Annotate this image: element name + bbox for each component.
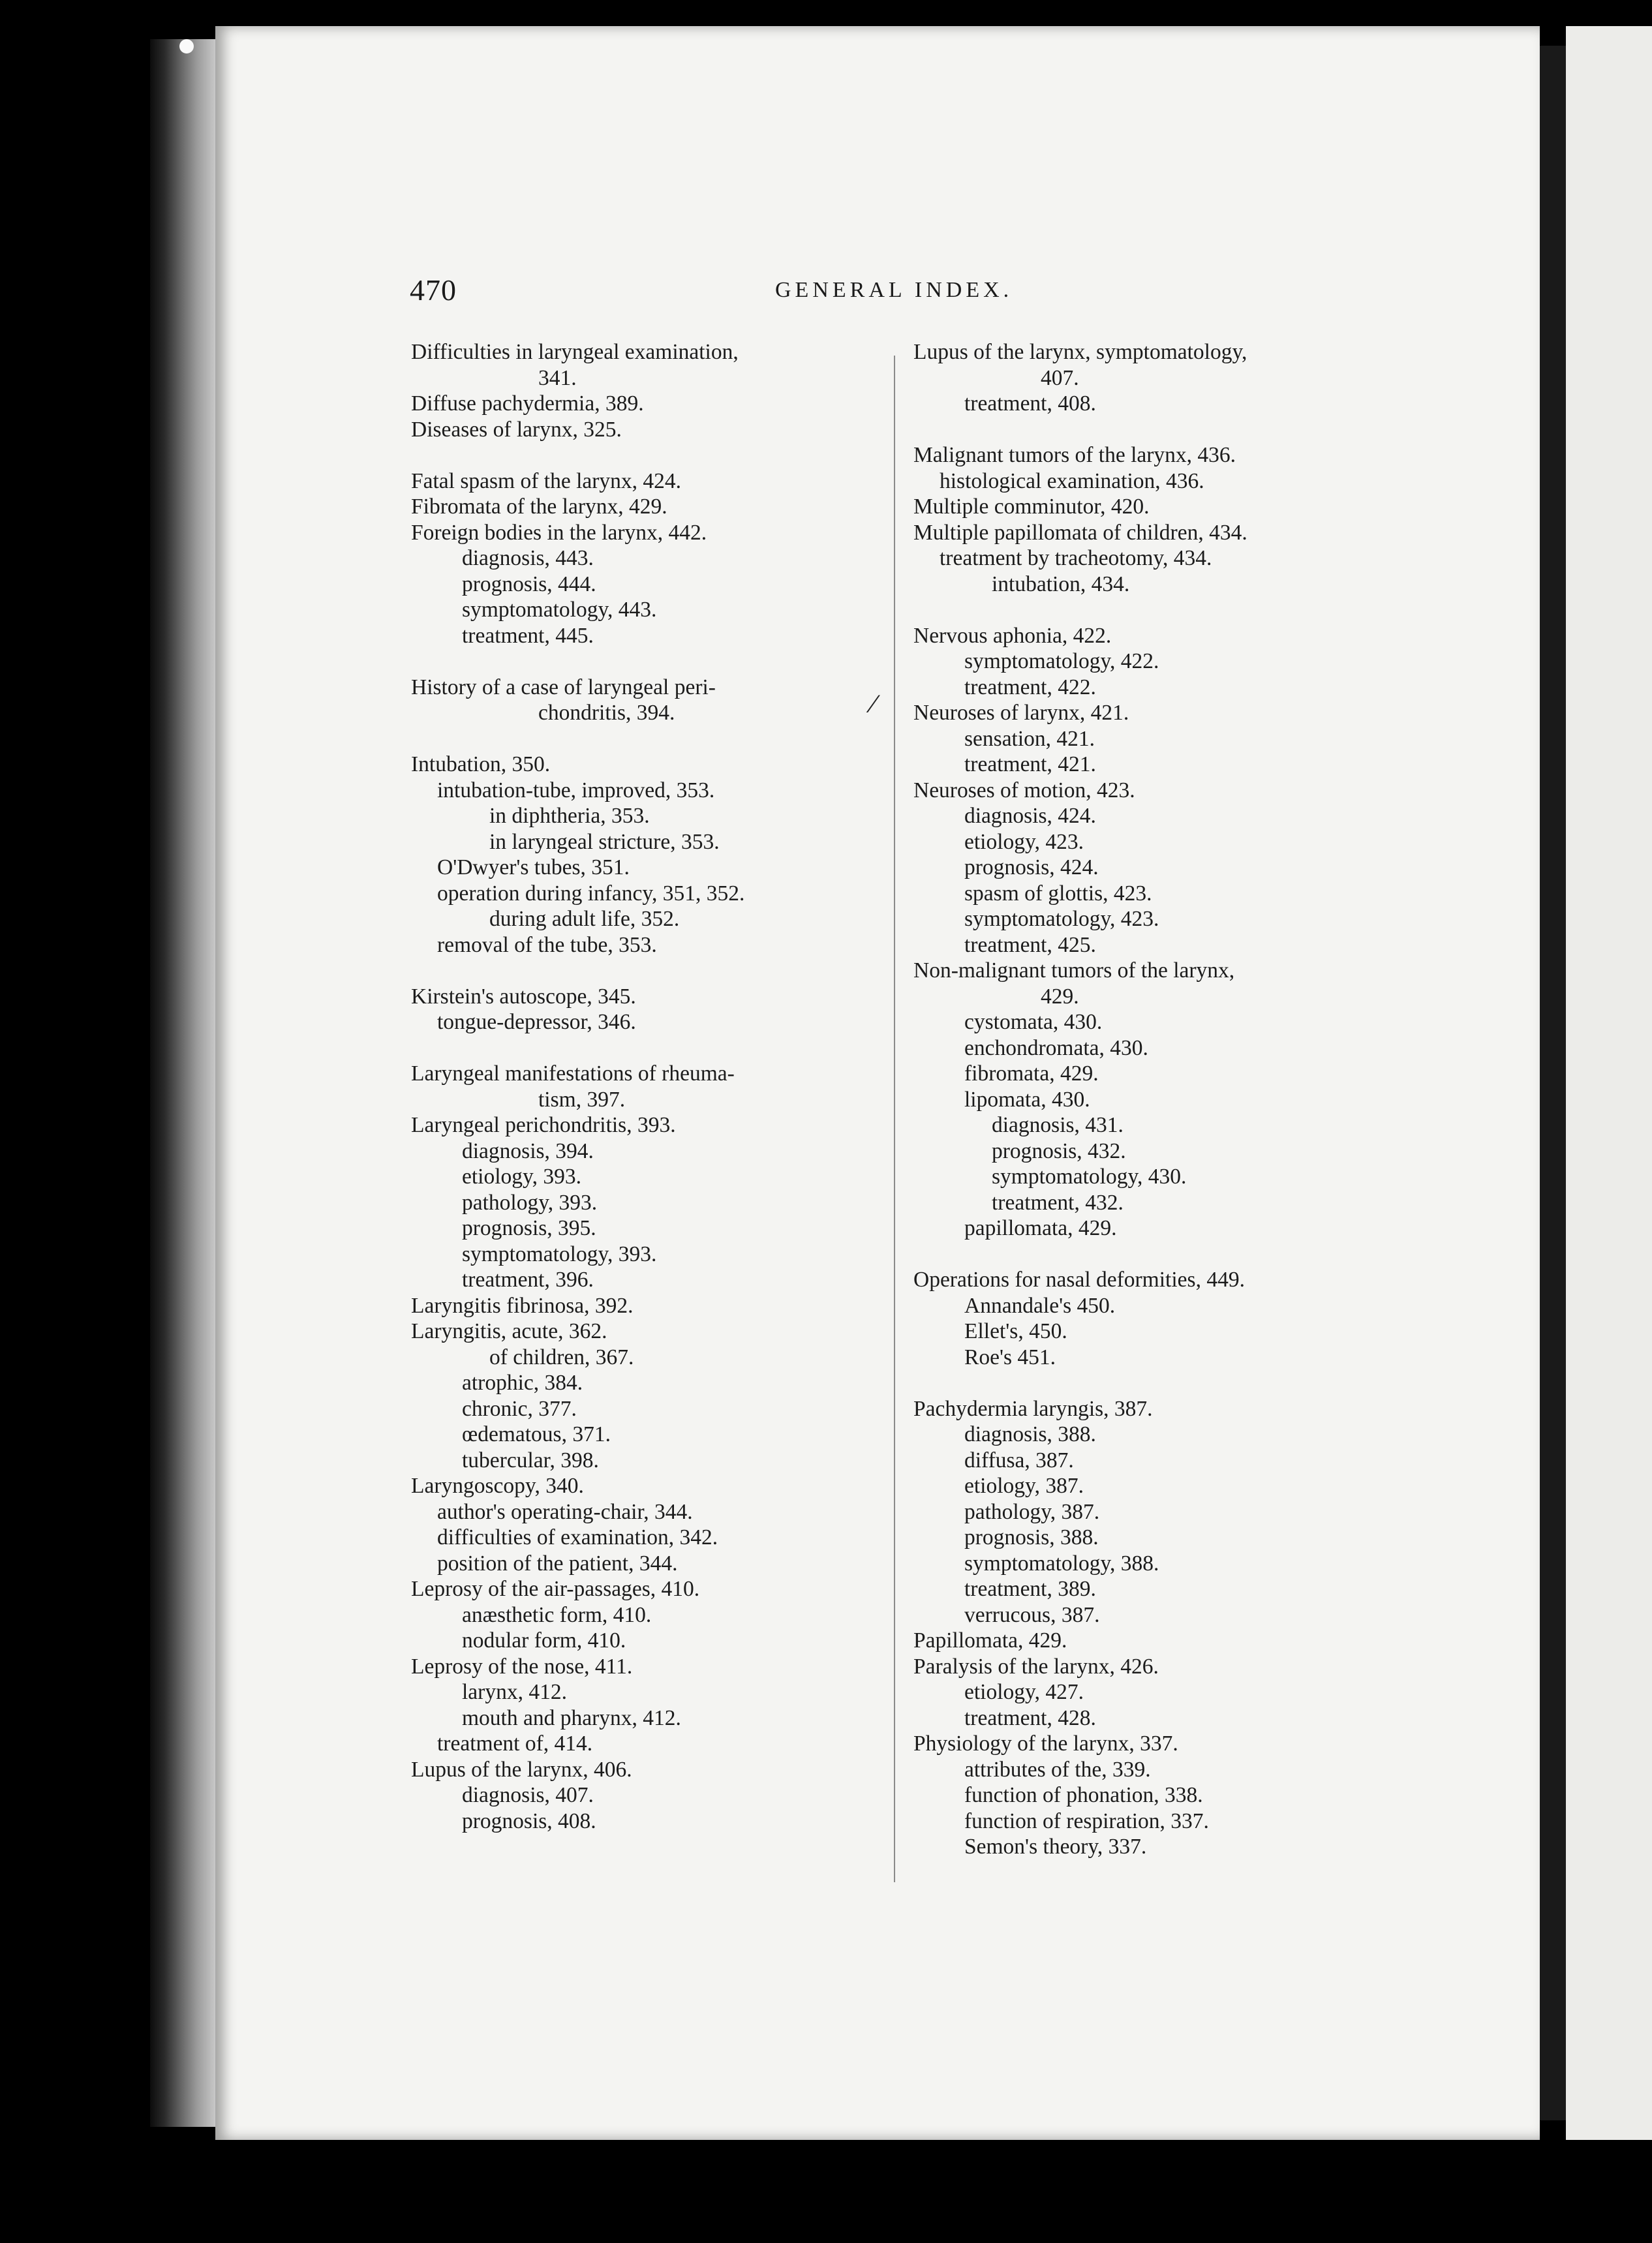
index-subentry: spasm of glottis, 423.: [964, 881, 1152, 906]
index-entry: Non-malignant tumors of the larynx,: [913, 958, 1235, 983]
index-subentry: symptomatology, 443.: [462, 598, 657, 622]
index-entry: Multiple papillomata of children, 434.: [913, 520, 1247, 545]
index-subentry: nodular form, 410.: [462, 1628, 626, 1653]
index-subentry: treatment, 422.: [964, 675, 1096, 699]
index-subentry: prognosis, 424.: [964, 855, 1099, 879]
index-subentry: histological examination, 436.: [940, 468, 1204, 493]
index-entry: Diffuse pachydermia, 389.: [411, 391, 644, 416]
index-subentry: difficulties of examination, 342.: [437, 1525, 718, 1549]
index-subentry: treatment, 432.: [992, 1190, 1124, 1215]
index-entry: Leprosy of the nose, 411.: [411, 1654, 633, 1679]
index-subentry: symptomatology, 388.: [964, 1551, 1159, 1576]
index-subentry: etiology, 423.: [964, 829, 1084, 854]
index-spacer: [913, 417, 1396, 443]
index-spacer: [913, 1370, 1396, 1396]
margin-annotation-mark: ⁄: [871, 689, 876, 718]
index-subentry: diagnosis, 388.: [964, 1422, 1096, 1446]
index-subentry: author's operating-chair, 344.: [437, 1499, 693, 1524]
index-subentry: of children, 367.: [489, 1345, 634, 1369]
index-subentry: O'Dwyer's tubes, 351.: [437, 855, 630, 879]
index-entry: Laryngeal manifestations of rheuma-: [411, 1061, 735, 1086]
index-subentry: verrucous, 387.: [964, 1602, 1100, 1627]
index-entry: Fibromata of the larynx, 429.: [411, 495, 667, 519]
index-entry: Pachydermia laryngis, 387.: [913, 1396, 1153, 1421]
index-subentry: function of respiration, 337.: [964, 1808, 1209, 1833]
index-subentry: prognosis, 432.: [992, 1138, 1126, 1163]
index-subentry: attributes of the, 339.: [964, 1757, 1151, 1782]
index-subentry: diffusa, 387.: [964, 1448, 1074, 1472]
index-subentry: papillomata, 429.: [964, 1216, 1117, 1240]
index-subentry: tism, 397.: [538, 1087, 626, 1112]
index-entry: Papillomata, 429.: [913, 1628, 1067, 1653]
index-subentry: intubation, 434.: [992, 572, 1130, 596]
index-entry: Malignant tumors of the larynx, 436.: [913, 443, 1236, 467]
index-entry: Diseases of larynx, 325.: [411, 417, 622, 442]
index-subentry: enchondromata, 430.: [964, 1035, 1148, 1060]
index-spacer: [411, 726, 894, 752]
index-subentry: treatment, 389.: [964, 1577, 1096, 1601]
index-subentry: mouth and pharynx, 412.: [462, 1705, 681, 1730]
index-subentry: diagnosis, 407.: [462, 1783, 594, 1807]
index-subentry: in laryngeal stricture, 353.: [489, 829, 720, 854]
index-entry: Lupus of the larynx, symptomatology,: [913, 340, 1247, 364]
index-subentry: prognosis, 388.: [964, 1525, 1099, 1549]
index-entry: Fatal spasm of the larynx, 424.: [411, 468, 682, 493]
column-divider: [894, 356, 895, 1882]
index-entry: Intubation, 350.: [411, 752, 551, 776]
index-subentry: etiology, 393.: [462, 1165, 581, 1189]
index-entry: Laryngitis fibrinosa, 392.: [411, 1293, 634, 1318]
index-subentry: fibromata, 429.: [964, 1061, 1099, 1086]
index-subentry: etiology, 427.: [964, 1680, 1084, 1704]
index-subentry: diagnosis, 394.: [462, 1138, 594, 1163]
index-subentry: treatment, 445.: [462, 623, 594, 648]
index-spacer: [913, 1242, 1396, 1268]
index-subentry: treatment, 428.: [964, 1705, 1096, 1730]
index-subentry: sensation, 421.: [964, 726, 1095, 751]
index-spacer: [411, 442, 894, 468]
index-subentry: Semon's theory, 337.: [964, 1835, 1147, 1859]
index-entry: Neuroses of larynx, 421.: [913, 701, 1129, 725]
index-subentry: removal of the tube, 353.: [437, 932, 657, 957]
index-subentry: pathology, 393.: [462, 1190, 598, 1215]
index-subentry: treatment, 408.: [964, 391, 1096, 416]
index-subentry: symptomatology, 423.: [964, 907, 1159, 931]
index-subentry: chronic, 377.: [462, 1396, 577, 1421]
index-entry: Neuroses of motion, 423.: [913, 778, 1135, 802]
index-subentry: tubercular, 398.: [462, 1448, 599, 1472]
index-subentry: etiology, 387.: [964, 1474, 1084, 1498]
index-entry: Laryngoscopy, 340.: [411, 1474, 584, 1498]
index-subentry: cystomata, 430.: [964, 1010, 1103, 1034]
index-subentry: anæsthetic form, 410.: [462, 1602, 652, 1627]
book-page-edge: [150, 39, 222, 2127]
index-subentry: symptomatology, 430.: [992, 1165, 1187, 1189]
facing-page-edge: [1566, 26, 1652, 2140]
index-entry: Multiple comminutor, 420.: [913, 495, 1150, 519]
index-subentry: 429.: [1041, 984, 1079, 1009]
index-entry: Leprosy of the air-passages, 410.: [411, 1577, 700, 1601]
index-subentry: chondritis, 394.: [538, 701, 675, 725]
index-subentry: operation during infancy, 351, 352.: [437, 881, 745, 906]
index-subentry: atrophic, 384.: [462, 1371, 583, 1395]
index-entry: Nervous aphonia, 422.: [913, 623, 1112, 648]
index-subentry: treatment, 421.: [964, 752, 1096, 776]
index-subentry: function of phonation, 338.: [964, 1783, 1203, 1807]
scan-mark: [179, 39, 194, 53]
index-entry: Operations for nasal deformities, 449.: [913, 1268, 1245, 1292]
index-subentry: œdematous, 371.: [462, 1422, 611, 1446]
index-subentry: intubation-tube, improved, 353.: [437, 778, 715, 802]
index-subentry: pathology, 387.: [964, 1499, 1100, 1524]
index-subentry: position of the patient, 344.: [437, 1551, 678, 1576]
index-subentry: diagnosis, 424.: [964, 804, 1096, 828]
index-subentry: Roe's 451.: [964, 1345, 1056, 1369]
index-subentry: prognosis, 395.: [462, 1216, 596, 1240]
index-subentry: treatment, 425.: [964, 932, 1096, 957]
index-spacer: [411, 958, 894, 984]
index-subentry: treatment by tracheotomy, 434.: [940, 546, 1212, 570]
index-subentry: diagnosis, 443.: [462, 546, 594, 570]
index-subentry: prognosis, 444.: [462, 572, 596, 596]
page-number: 470: [410, 273, 457, 307]
index-subentry: diagnosis, 431.: [992, 1113, 1124, 1137]
index-entry: Paralysis of the larynx, 426.: [913, 1654, 1159, 1679]
index-entry: Difficulties in laryngeal examination,: [411, 340, 739, 364]
page-header: [410, 273, 1388, 312]
index-subentry: treatment of, 414.: [437, 1732, 593, 1756]
index-entry: Kirstein's autoscope, 345.: [411, 984, 636, 1009]
book-gutter: [1540, 46, 1566, 2120]
index-entry: History of a case of laryngeal peri-: [411, 675, 716, 699]
index-subentry: symptomatology, 422.: [964, 649, 1159, 673]
index-entry: Physiology of the larynx, 337.: [913, 1732, 1178, 1756]
index-column-left: [411, 339, 894, 1834]
index-subentry: prognosis, 408.: [462, 1808, 596, 1833]
running-head: GENERAL INDEX.: [775, 278, 1013, 302]
index-subentry: tongue-depressor, 346.: [437, 1010, 636, 1034]
index-subentry: symptomatology, 393.: [462, 1242, 657, 1266]
index-spacer: [913, 597, 1396, 623]
index-subentry: Ellet's, 450.: [964, 1319, 1067, 1343]
index-spacer: [411, 648, 894, 675]
index-subentry: 407.: [1041, 365, 1079, 390]
index-subentry: 341.: [538, 365, 577, 390]
index-subentry: larynx, 412.: [462, 1680, 567, 1704]
index-column-right: [913, 339, 1396, 1860]
index-subentry: Annandale's 450.: [964, 1293, 1116, 1318]
index-spacer: [411, 1035, 894, 1061]
index-entry: Laryngeal perichondritis, 393.: [411, 1113, 676, 1137]
index-entry: Laryngitis, acute, 362.: [411, 1319, 607, 1343]
index-entry: Lupus of the larynx, 406.: [411, 1757, 632, 1782]
index-subentry: during adult life, 352.: [489, 907, 680, 931]
index-subentry: lipomata, 430.: [964, 1087, 1090, 1112]
index-entry: Foreign bodies in the larynx, 442.: [411, 520, 707, 545]
index-subentry: treatment, 396.: [462, 1268, 594, 1292]
index-subentry: in diphtheria, 353.: [489, 804, 650, 828]
